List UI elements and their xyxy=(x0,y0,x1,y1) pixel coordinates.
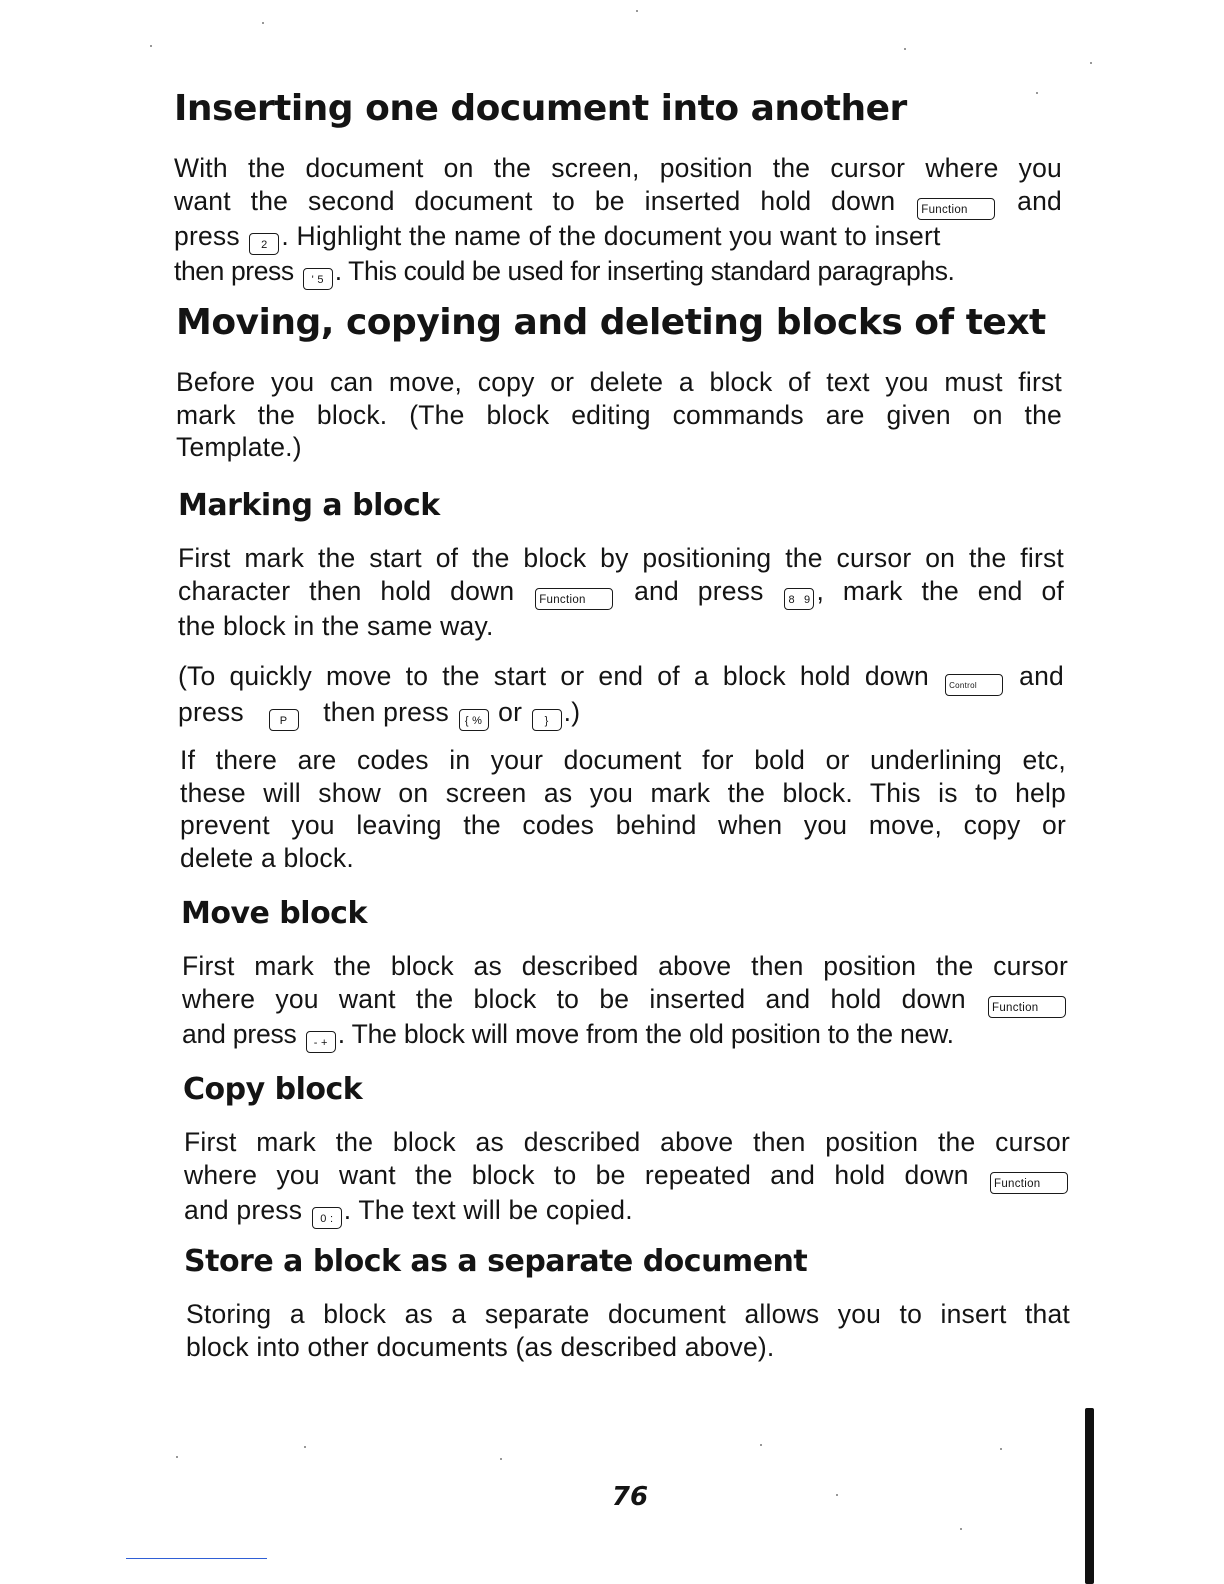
scan-speck xyxy=(904,48,906,50)
text-line: character then hold down Function and press 8 9 , mark the end of xyxy=(178,575,1064,610)
heading-move-block: Move block xyxy=(181,896,367,931)
key-0-colon-icon: 0 : xyxy=(312,1207,342,1229)
text-line: the block in the same way. xyxy=(178,610,494,641)
text-line: If there are codes in your document for bold or underlining etc, xyxy=(180,745,1066,775)
text-line: then press ' 5 . This could be used for inserting standard paragraphs. xyxy=(174,255,1062,290)
scan-speck xyxy=(262,22,264,24)
scan-edge-shadow xyxy=(1085,1408,1094,1584)
page-number: 76 xyxy=(611,1482,649,1512)
heading-copy-block: Copy block xyxy=(183,1072,363,1107)
scan-speck xyxy=(960,1528,962,1530)
text-line: want the second document to be inserted hold down Function and xyxy=(174,185,1062,220)
scan-speck xyxy=(500,1458,502,1460)
scan-speck xyxy=(760,1444,762,1446)
text-line: where you want the block to be inserted and hold down Function xyxy=(182,983,1068,1018)
scan-speck xyxy=(150,45,152,47)
text-line: and press 0 : . The text will be copied. xyxy=(184,1194,1070,1229)
text-line: Before you can move, copy or delete a block of text you must first xyxy=(176,367,1062,397)
paragraph-marking-block xyxy=(178,542,1064,642)
function-key-icon: Function xyxy=(917,198,995,220)
key-5-icon: ' 5 xyxy=(303,268,333,290)
heading-store-block: Store a block as a separate document xyxy=(184,1244,808,1279)
paragraph-before-you-move xyxy=(176,366,1062,464)
paragraph-inserting xyxy=(174,152,1062,290)
heading-moving-copying: Moving, copying and deleting blocks of text xyxy=(176,302,1046,343)
paragraph-move-block xyxy=(182,950,1068,1053)
text-line: delete a block. xyxy=(180,842,354,873)
key-2-icon: 2 xyxy=(249,233,279,255)
text-line: First mark the block as described above then position the cursor xyxy=(184,1127,1070,1157)
key-brace-close-icon: } xyxy=(532,709,562,731)
function-key-icon: Function xyxy=(990,1172,1068,1194)
text-line: block into other documents (as described above). xyxy=(186,1331,775,1362)
scan-speck xyxy=(1090,62,1092,64)
text-line: where you want the block to be repeated and hold down Function xyxy=(184,1159,1070,1194)
heading-marking-block: Marking a block xyxy=(178,488,440,523)
control-key-icon: Control xyxy=(945,674,1003,696)
scan-speck xyxy=(836,1494,838,1496)
paragraph-quick-move xyxy=(178,660,1064,731)
scan-speck xyxy=(1036,92,1038,94)
key-p-icon: P xyxy=(269,709,299,731)
paragraph-copy-block xyxy=(184,1126,1070,1229)
text-line: these will show on screen as you mark the block. This is to help xyxy=(180,777,1066,808)
scan-speck xyxy=(176,1456,178,1458)
text-line: (To quickly move to the start or end of a block hold down Control and xyxy=(178,660,1064,696)
paragraph-codes xyxy=(180,744,1066,874)
key-minus-plus-icon: - + xyxy=(306,1031,336,1053)
text-line: Template.) xyxy=(176,432,302,462)
paragraph-store-block xyxy=(186,1298,1070,1363)
text-line: prevent you leaving the codes behind when you move, copy or xyxy=(180,810,1066,840)
key-8-9-icon: 8 9 xyxy=(784,588,814,610)
text-line: press P then press { % or } .) xyxy=(178,696,1064,731)
key-brace-open-icon: { % xyxy=(459,709,489,731)
function-key-icon: Function xyxy=(988,996,1066,1018)
text-line: First mark the block as described above then position the cursor xyxy=(182,951,1068,981)
scan-speck xyxy=(636,10,638,12)
text-line: With the document on the screen, position the cursor where you xyxy=(174,153,1062,183)
text-line: First mark the start of the block by positioning the cursor on the first xyxy=(178,543,1064,573)
text-line: and press - + . The block will move from the old position to the new. xyxy=(182,1018,1068,1053)
scan-speck xyxy=(304,1446,306,1448)
heading-inserting-document: Inserting one document into another xyxy=(174,88,907,129)
text-line: press 2 . Highlight the name of the document you want to insert xyxy=(174,220,1062,255)
scan-speck xyxy=(1000,1448,1002,1450)
text-line: mark the block. (The block editing commands are given on the xyxy=(176,399,1062,430)
text-line: Storing a block as a separate document allows you to insert that xyxy=(186,1299,1070,1329)
footer-rule xyxy=(126,1558,267,1559)
function-key-icon: Function xyxy=(535,588,613,610)
